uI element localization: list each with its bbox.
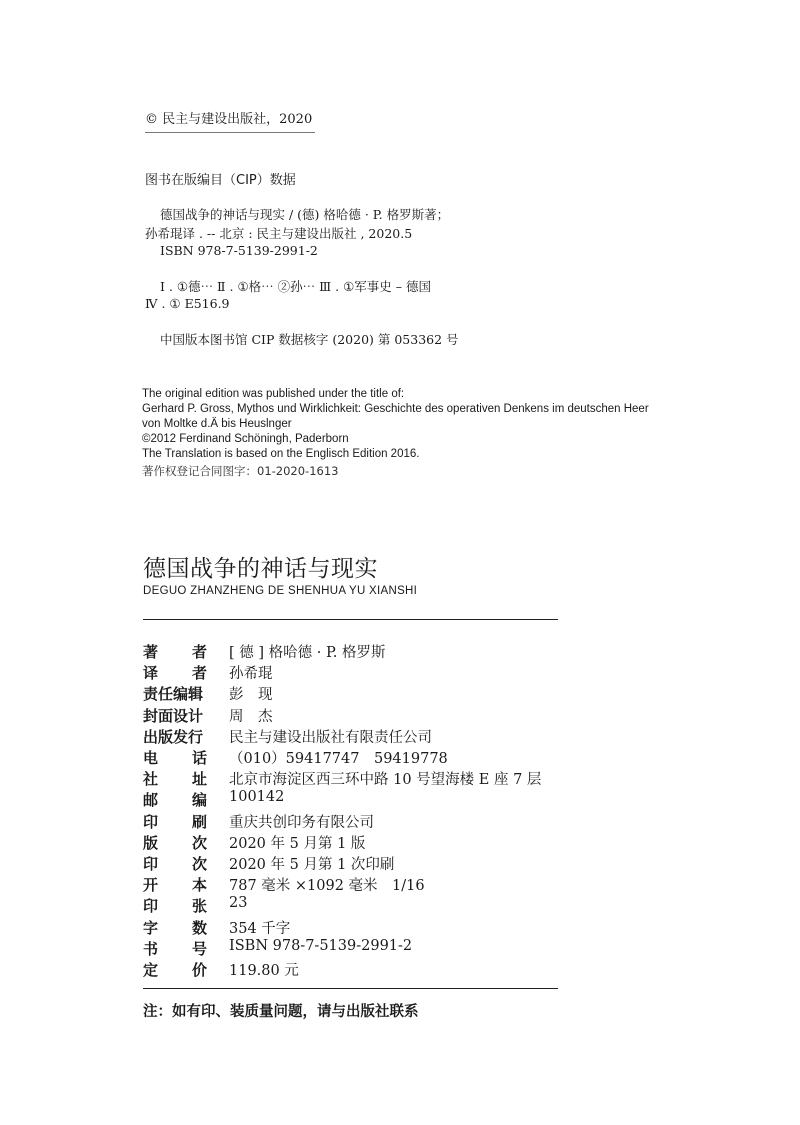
detail-label-char: 著	[143, 643, 159, 661]
detail-label	[143, 917, 207, 938]
detail-label	[143, 959, 207, 980]
book-title: 德国战争的神话与现实	[143, 556, 378, 582]
detail-label-char: 开	[143, 876, 159, 895]
detail-label	[143, 811, 207, 832]
detail-label	[143, 768, 207, 789]
original-edition-line: Gerhard P. Gross, Mythos und Wirklichkeit: Geschichte des operativen Denkens im deutschen Heer	[142, 403, 649, 415]
detail-value: 787 毫米 ×1092 毫米 1/16	[229, 878, 425, 895]
book-title-pinyin: DEGUO ZHANZHENG DE SHENHUA YU XIANSHI	[143, 585, 418, 597]
cip-entry-line: ISBN 978-7-5139-2991-2	[160, 243, 318, 258]
detail-label-char: 次	[191, 833, 207, 852]
detail-label: 封面设计	[143, 706, 204, 725]
cip-classification-line: Ⅰ . ①德⋯ Ⅱ . ①格⋯ ②孙⋯ Ⅲ . ①军事史 – 德国	[160, 279, 431, 294]
detail-label	[143, 832, 207, 853]
detail-label-char: 号	[191, 939, 207, 958]
detail-label-char: 印	[143, 855, 159, 873]
detail-label-char: 译	[143, 664, 159, 683]
cip-approval-number: 中国版本图书馆 CIP 数据核字 (2020) 第 053362 号	[160, 332, 459, 347]
detail-label: 责任编辑	[143, 685, 204, 704]
detail-label	[143, 874, 207, 895]
detail-label-char: 书	[143, 939, 159, 958]
detail-label	[143, 747, 207, 768]
divider-middle	[143, 619, 558, 620]
cip-entry-line: 孙希琨译 . -- 北京 : 民主与建设出版社 , 2020.5	[145, 226, 413, 241]
quality-note: 注：如有印、装质量问题，请与出版社联系	[143, 1004, 419, 1020]
detail-value: ISBN 978-7-5139-2991-2	[229, 937, 413, 954]
detail-value: 民主与建设出版社有限责任公司	[229, 729, 432, 746]
detail-label	[143, 641, 207, 662]
detail-label-char: 社	[143, 770, 159, 789]
cip-heading: 图书在版编目（CIP）数据	[145, 173, 296, 188]
detail-value: 孙希琨	[229, 666, 273, 683]
detail-label-char: 邮	[143, 791, 159, 810]
detail-value: 119.80 元	[229, 963, 299, 979]
detail-value: （010）59417747 59419778	[229, 751, 448, 767]
detail-label-char: 刷	[191, 812, 207, 831]
detail-value: 100142	[229, 789, 285, 806]
detail-label	[143, 895, 207, 916]
detail-label-char: 印	[143, 812, 159, 831]
detail-value: [ 德 ] 格哈德 · P. 格罗斯	[229, 645, 386, 661]
detail-label-char: 本	[191, 876, 207, 895]
divider-bottom	[143, 988, 558, 989]
detail-label-char: 电	[143, 749, 159, 767]
detail-label-char: 话	[191, 749, 207, 767]
detail-label-char: 编	[191, 791, 207, 810]
detail-value: 周 杰	[229, 708, 273, 725]
detail-label-char: 次	[191, 855, 207, 873]
detail-value: 23	[229, 895, 248, 912]
detail-label	[143, 938, 207, 959]
detail-label	[143, 789, 207, 810]
detail-label-char: 价	[191, 961, 207, 979]
detail-value: 354 千字	[229, 920, 291, 937]
detail-value: 彭 现	[229, 687, 273, 704]
detail-value: 重庆共创印务有限公司	[229, 814, 374, 831]
original-edition-line: von Moltke d.Ä bis Heuslnger	[142, 418, 292, 430]
copyright-registration-number: 著作权登记合同图字：01-2020-1613	[142, 464, 339, 478]
detail-label-char: 者	[191, 643, 207, 661]
detail-label-char: 址	[191, 770, 207, 789]
detail-value: 北京市海淀区西三环中路 10 号望海楼 E 座 7 层	[229, 772, 542, 789]
cip-classification-line: Ⅳ . ① E516.9	[145, 296, 230, 311]
original-edition-line: The original edition was published under the title of:	[142, 388, 405, 400]
detail-label-char: 张	[191, 897, 207, 916]
detail-label: 出版发行	[143, 727, 204, 746]
original-edition-line: The Translation is based on the Englisch Edition 2016.	[142, 448, 420, 460]
detail-label	[143, 662, 207, 683]
copyright-line: © 民主与建设出版社，2020	[145, 112, 313, 127]
detail-label-char: 版	[143, 833, 159, 852]
cip-entry-line: 德国战争的神话与现实 / (德) 格哈德 · P. 格罗斯著；	[160, 207, 450, 222]
divider-top	[145, 132, 315, 133]
detail-label-char: 字	[143, 918, 159, 937]
detail-value: 2020 年 5 月第 1 次印刷	[229, 857, 395, 873]
original-edition-line: ©2012 Ferdinand Schöningh, Paderborn	[142, 433, 349, 445]
detail-label-char: 数	[191, 918, 207, 937]
detail-label-char: 印	[143, 897, 159, 916]
detail-label-char: 者	[191, 664, 207, 683]
detail-label-char: 定	[143, 961, 159, 979]
detail-value: 2020 年 5 月第 1 版	[229, 835, 366, 852]
detail-label	[143, 853, 207, 874]
